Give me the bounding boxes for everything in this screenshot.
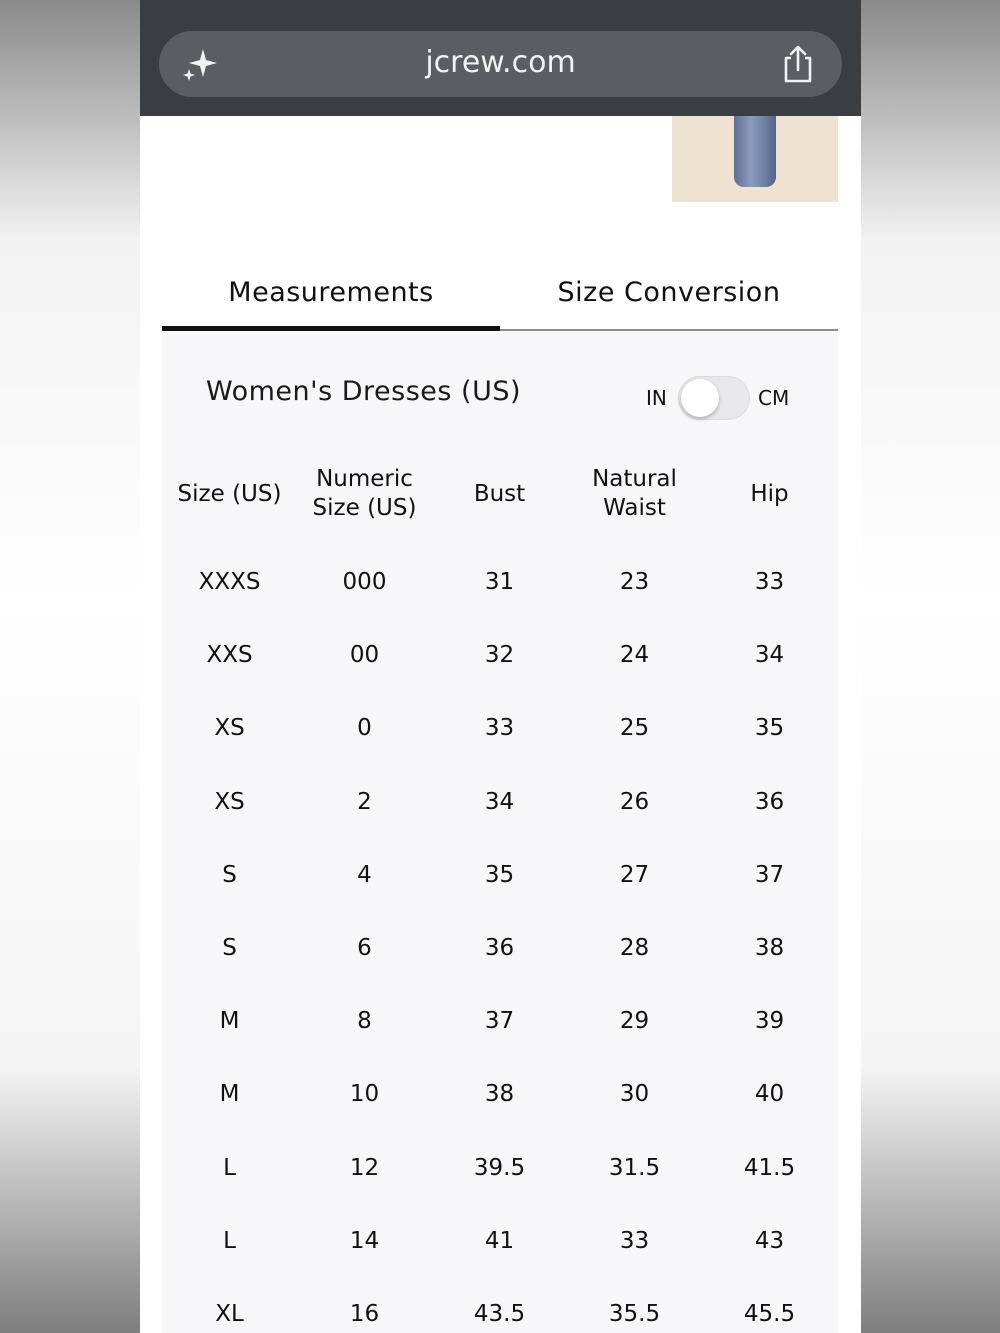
header-size-us: Size (US) — [177, 480, 282, 507]
table-cell: 35.5 — [608, 1300, 661, 1327]
table-cell: XXS — [206, 642, 253, 669]
table-row — [162, 698, 838, 771]
table-cell: 38 — [754, 934, 785, 961]
header-natural-waist-text: Natural Waist — [592, 466, 677, 521]
table-cell: 36 — [754, 788, 785, 815]
table-cell: 43 — [754, 1227, 785, 1254]
share-icon[interactable] — [779, 44, 817, 84]
table-cell: 37 — [754, 861, 785, 888]
product-thumbnail[interactable] — [672, 116, 838, 202]
table-cell: 32 — [484, 642, 515, 669]
table-row — [162, 1284, 838, 1333]
header-hip: Hip — [750, 480, 789, 507]
table-cell: M — [219, 1081, 240, 1108]
table-cell: 35 — [754, 715, 785, 742]
table-cell: 39 — [754, 1008, 785, 1035]
table-cell: 33 — [619, 1227, 650, 1254]
table-row — [162, 1064, 838, 1137]
table-cell: 36 — [484, 934, 515, 961]
table-cell: 2 — [357, 788, 372, 815]
table-cell: 41.5 — [743, 1154, 796, 1181]
table-cell: 33 — [754, 569, 785, 595]
table-cell: 27 — [619, 861, 650, 888]
table-cell: 41 — [484, 1227, 515, 1254]
table-cell: 10 — [349, 1081, 380, 1108]
table-cell: 45.5 — [743, 1300, 796, 1327]
table-cell: 00 — [349, 642, 380, 669]
table-cell: 34 — [754, 642, 785, 669]
table-cell: 30 — [619, 1081, 650, 1108]
table-cell: 12 — [349, 1154, 380, 1181]
table-cell: 23 — [619, 569, 650, 595]
table-cell: 000 — [342, 569, 387, 595]
header-numeric-size — [297, 452, 432, 536]
size-table — [162, 452, 838, 1333]
table-cell: 4 — [357, 861, 372, 888]
url-text[interactable]: jcrew.com — [425, 45, 576, 80]
table-row — [162, 1211, 838, 1284]
table-row — [162, 625, 838, 698]
tab-measurements[interactable]: Measurements — [228, 277, 434, 308]
table-cell: 6 — [357, 934, 372, 961]
table-cell: 28 — [619, 934, 650, 961]
table-cell: XS — [214, 715, 245, 742]
table-cell: 24 — [619, 642, 650, 669]
table-row — [162, 772, 838, 845]
table-cell: 33 — [484, 715, 515, 742]
table-cell: 31 — [484, 569, 515, 595]
table-cell: 37 — [484, 1008, 515, 1035]
table-cell: 34 — [484, 788, 515, 815]
table-row — [162, 845, 838, 918]
toggle-knob — [681, 379, 719, 417]
table-body — [162, 552, 838, 1333]
phone-screen — [140, 0, 861, 1333]
table-cell: 29 — [619, 1008, 650, 1035]
table-cell: 26 — [619, 788, 650, 815]
table-cell: S — [222, 861, 237, 888]
unit-toggle[interactable] — [678, 376, 750, 420]
table-cell: 43.5 — [473, 1300, 526, 1327]
table-cell: 35 — [484, 861, 515, 888]
header-natural-waist — [567, 452, 702, 536]
size-chart-tabs — [162, 258, 838, 332]
unit-label-in: IN — [646, 386, 667, 410]
table-row — [162, 552, 838, 625]
header-numeric-size-text: Numeric Size (US) — [312, 466, 417, 521]
table-cell: L — [223, 1227, 236, 1254]
table-cell: XS — [214, 788, 245, 815]
address-bar[interactable] — [159, 31, 842, 97]
chart-title: Women's Dresses (US) — [206, 376, 522, 407]
dress-image — [734, 116, 776, 187]
table-row — [162, 1138, 838, 1211]
table-cell: XL — [215, 1300, 244, 1327]
unit-label-cm: CM — [758, 386, 790, 410]
table-cell: M — [219, 1008, 240, 1035]
table-cell: 38 — [484, 1081, 515, 1108]
table-cell: 31.5 — [608, 1154, 661, 1181]
browser-top-bar — [140, 0, 861, 116]
table-row — [162, 918, 838, 991]
table-cell: 39.5 — [473, 1154, 526, 1181]
header-bust: Bust — [473, 480, 526, 507]
tab-size-conversion[interactable]: Size Conversion — [557, 277, 781, 308]
table-cell: 8 — [357, 1008, 372, 1035]
table-cell: L — [223, 1154, 236, 1181]
table-cell: 25 — [619, 715, 650, 742]
table-cell: XXXS — [198, 569, 261, 595]
tab-active-indicator — [162, 326, 500, 331]
measurements-panel — [162, 332, 838, 1333]
table-cell: 14 — [349, 1227, 380, 1254]
table-header — [162, 452, 838, 552]
table-cell: 40 — [754, 1081, 785, 1108]
table-row — [162, 991, 838, 1064]
table-cell: S — [222, 934, 237, 961]
table-cell: 0 — [357, 715, 372, 742]
table-cell: 16 — [349, 1300, 380, 1327]
